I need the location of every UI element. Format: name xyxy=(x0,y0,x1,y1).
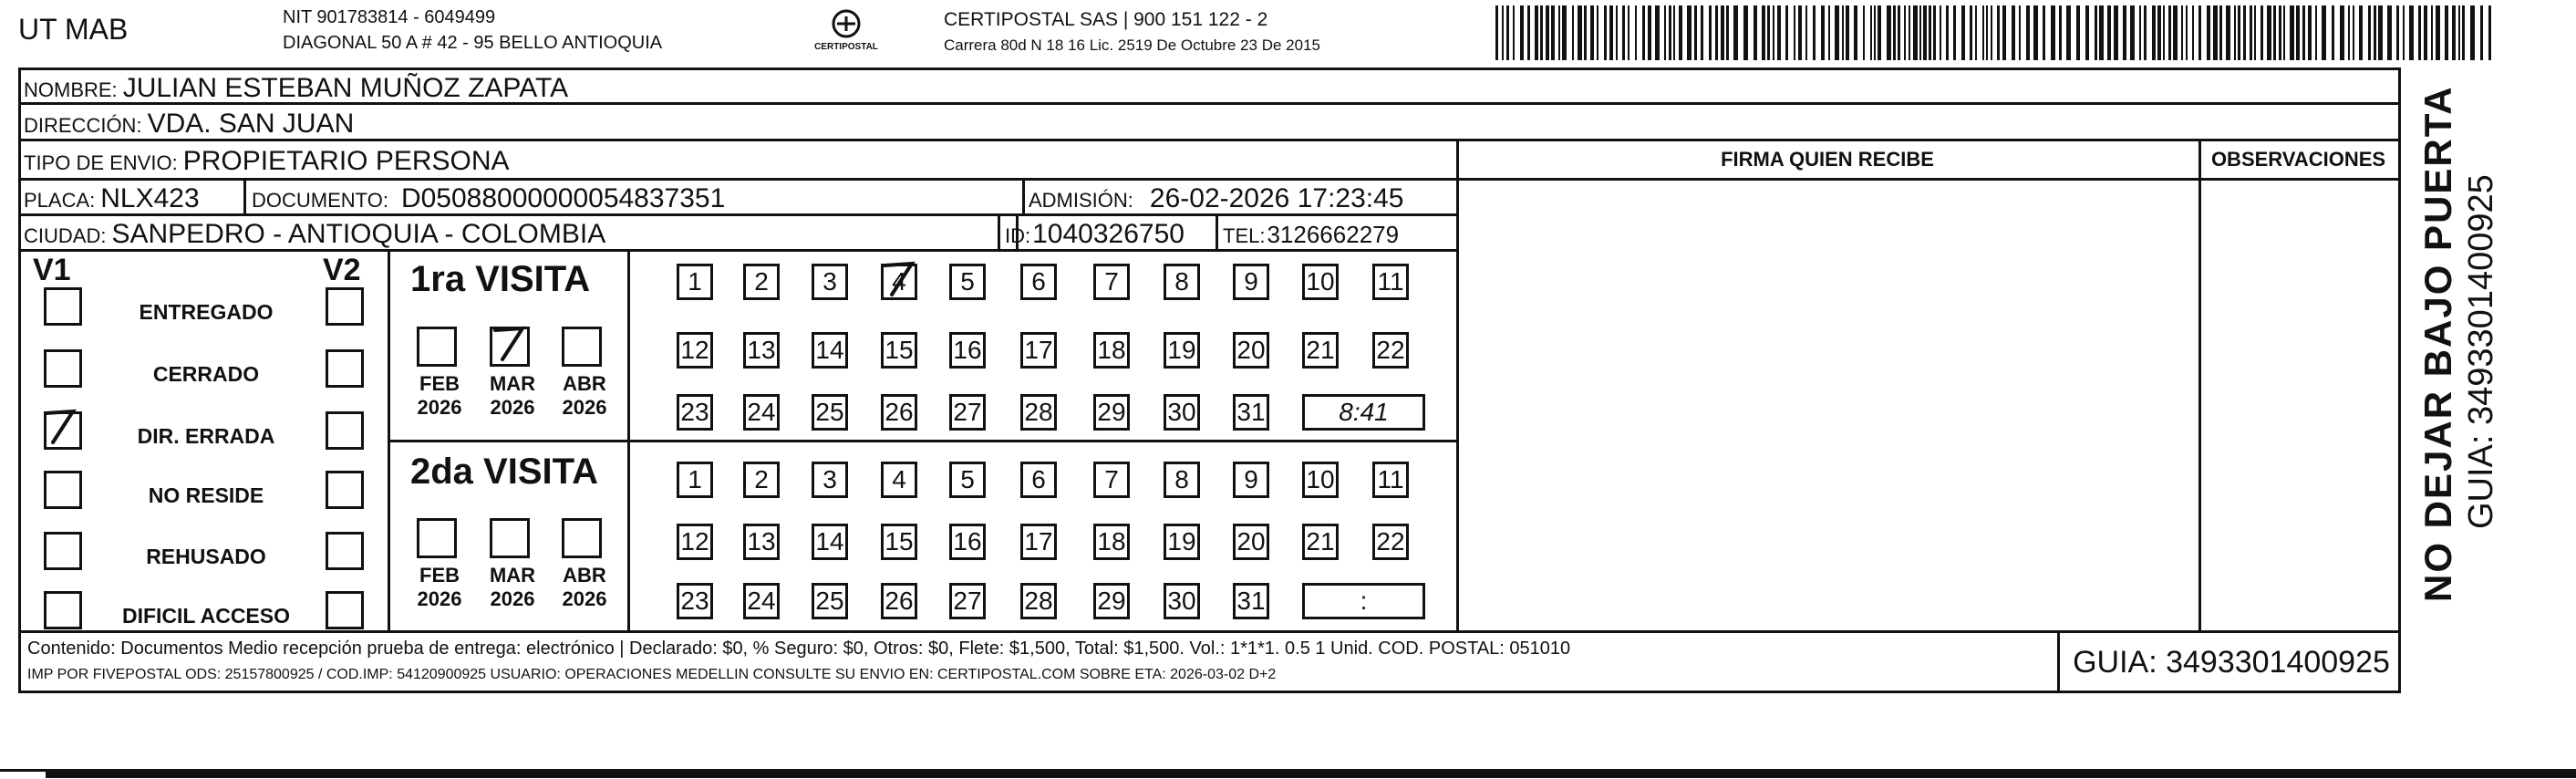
logo-text: CERTIPOSTAL xyxy=(814,42,878,52)
visit2-day-2[interactable]: 2 xyxy=(743,462,780,498)
barcode-bar xyxy=(2152,5,2156,60)
barcode-bar xyxy=(1961,5,1965,60)
signature-header: FIRMA QUIEN RECIBE xyxy=(1721,148,1934,171)
barcode-bar xyxy=(1655,5,1660,60)
barcode-bar xyxy=(1622,5,1625,60)
barcode-bar xyxy=(1773,5,1774,60)
barcode-bar xyxy=(2173,5,2178,60)
barcode-bar xyxy=(2418,5,2421,60)
barcode-bar xyxy=(1854,5,1857,60)
barcode-bar xyxy=(1642,5,1645,60)
visit2-day-14[interactable]: 14 xyxy=(812,524,848,560)
barcode-bar xyxy=(2238,5,2240,60)
status-label-rehusado: REHUSADO xyxy=(146,545,266,568)
barcode-bar xyxy=(1777,5,1781,60)
barcode-bar xyxy=(2396,5,2399,60)
visit1-day-17[interactable]: 17 xyxy=(1020,332,1057,369)
barcode-bar xyxy=(2445,5,2448,60)
v1-checkbox-dificil-acceso[interactable] xyxy=(44,591,82,629)
visit1-year-label-feb: 2026 xyxy=(417,396,462,419)
barcode-bar xyxy=(2308,5,2312,60)
id-label: ID: xyxy=(1005,224,1031,247)
vehicle-plate: NLX423 xyxy=(100,183,200,213)
barcode-bar xyxy=(2213,5,2218,60)
visit2-day-27[interactable]: 27 xyxy=(949,583,986,619)
barcode-bar xyxy=(1687,5,1691,60)
barcode-bar xyxy=(1648,5,1651,60)
barcode-bar xyxy=(2207,5,2210,60)
barcode-bar xyxy=(2409,5,2414,60)
barcode-bar xyxy=(2250,5,2252,60)
visit2-day-25[interactable]: 25 xyxy=(812,583,848,619)
barcode-bar xyxy=(2322,5,2326,60)
visit2-day-30[interactable]: 30 xyxy=(1164,583,1200,619)
barcode-bar xyxy=(2033,5,2038,60)
visit1-day-6[interactable]: 6 xyxy=(1020,264,1057,300)
visit2-day-12[interactable]: 12 xyxy=(677,524,713,560)
visit2-day-17[interactable]: 17 xyxy=(1020,524,1057,560)
visit2-day-15[interactable]: 15 xyxy=(881,524,917,560)
barcode-bar xyxy=(1893,5,1896,60)
barcode-bar xyxy=(1982,5,1984,60)
visit1-day-5[interactable]: 5 xyxy=(949,264,986,300)
barcode-bar xyxy=(1701,5,1703,60)
status-label-cerrado: CERRADO xyxy=(152,362,260,386)
barcode-bar xyxy=(2076,5,2080,60)
visit2-day-9[interactable]: 9 xyxy=(1233,462,1269,498)
barcode-bar xyxy=(1597,5,1598,60)
visit2-day-11[interactable]: 11 xyxy=(1372,462,1409,498)
visit2-month-checkbox-mar[interactable] xyxy=(490,518,530,558)
visit2-month-checkbox-abr[interactable] xyxy=(562,518,602,558)
barcode-bar xyxy=(2026,5,2030,60)
visit1-day-2[interactable]: 2 xyxy=(743,264,780,300)
visit1-day-26[interactable]: 26 xyxy=(881,394,917,431)
barcode-bar xyxy=(1940,5,1941,60)
barcode-bar xyxy=(1558,5,1560,60)
barcode-bar xyxy=(1527,5,1530,60)
visit2-day-31[interactable]: 31 xyxy=(1233,583,1269,619)
barcode-bar xyxy=(1898,5,1900,60)
visit1-month-checkbox-mar[interactable] xyxy=(490,327,530,367)
barcode-bar xyxy=(2139,5,2141,60)
visit1-day-1[interactable]: 1 xyxy=(677,264,713,300)
barcode-bar xyxy=(1604,5,1607,60)
barcode-bar xyxy=(2123,5,2126,60)
visit1-day-31[interactable]: 31 xyxy=(1233,394,1269,431)
barcode-bar xyxy=(1997,5,2000,60)
recipient-name: JULIAN ESTEBAN MUÑOZ ZAPATA xyxy=(122,73,569,103)
barcode-bar xyxy=(2462,5,2465,60)
visit1-day-21[interactable]: 21 xyxy=(1302,332,1339,369)
status-label-entregado: ENTREGADO xyxy=(139,300,274,324)
visit2-day-18[interactable]: 18 xyxy=(1093,524,1130,560)
barcode-bar xyxy=(1919,5,1921,60)
barcode-bar xyxy=(2273,5,2276,60)
visit2-day-24[interactable]: 24 xyxy=(743,583,780,619)
v2-checkbox-cerrado[interactable] xyxy=(326,349,364,388)
barcode-bar xyxy=(1813,5,1816,60)
observations-header: OBSERVACIONES xyxy=(2210,148,2386,171)
visit1-month-label-abr: ABR xyxy=(563,372,606,395)
barcode-bar xyxy=(1502,5,1504,60)
visit2-title: 2da VISITA xyxy=(410,452,598,492)
v2-checkbox-dir-errada[interactable] xyxy=(326,411,364,450)
visit2-day-23[interactable]: 23 xyxy=(677,583,713,619)
barcode-bar xyxy=(2066,5,2071,60)
barcode-bar xyxy=(1923,5,1927,60)
barcode-bar xyxy=(1874,5,1876,60)
visit2-day-6[interactable]: 6 xyxy=(1020,462,1057,498)
v1-checkbox-entregado[interactable] xyxy=(44,287,82,326)
barcode-bar xyxy=(2387,5,2392,60)
visit1-day-10[interactable]: 10 xyxy=(1302,264,1339,300)
barcode-bar xyxy=(2095,5,2097,60)
barcode-bar xyxy=(1904,5,1906,60)
visit1-day-4[interactable]: 4 xyxy=(881,264,917,300)
barcode-bar xyxy=(2019,5,2021,60)
visit1-month-label-feb: FEB xyxy=(419,372,460,395)
v2-checkbox-entregado[interactable] xyxy=(326,287,364,326)
barcode-bar xyxy=(1863,5,1865,60)
barcode-bar xyxy=(2470,5,2475,60)
barcode-bar xyxy=(2267,5,2271,60)
barcode-bar xyxy=(1551,5,1555,60)
barcode-bar xyxy=(2002,5,2006,60)
visit2-day-19[interactable]: 19 xyxy=(1164,524,1200,560)
barcode-bar xyxy=(2296,5,2300,60)
company-name: UT MAB xyxy=(18,13,129,46)
v2-header: V2 xyxy=(323,253,361,287)
barcode-bar xyxy=(1970,5,1972,60)
barcode-bar xyxy=(1726,5,1729,60)
barcode-bar xyxy=(1828,5,1830,60)
barcode-bar xyxy=(2192,5,2194,60)
barcode-bar xyxy=(1953,5,1956,60)
visit1-day-25[interactable]: 25 xyxy=(812,394,848,431)
v1-header: V1 xyxy=(33,253,71,287)
barcode-bar xyxy=(2436,5,2440,60)
barcode-bar xyxy=(2226,5,2230,60)
barcode-bar xyxy=(2488,5,2491,60)
barcode-bar xyxy=(2234,5,2236,60)
barcode-bar xyxy=(1513,5,1515,60)
recipient-city: SANPEDRO - ANTIOQUIA - COLOMBIA xyxy=(111,219,606,249)
recipient-address: VDA. SAN JUAN xyxy=(147,109,355,139)
barcode-bar xyxy=(2186,5,2188,60)
barcode-bar xyxy=(1794,5,1795,60)
visit1-day-28[interactable]: 28 xyxy=(1020,394,1057,431)
barcode-bar xyxy=(2348,5,2350,60)
footer-guia: GUIA: 3493301400925 xyxy=(2073,645,2390,680)
barcode-bar xyxy=(2315,5,2317,60)
document-number: D05088000000054837351 xyxy=(400,183,726,213)
admission-label: ADMISIÓN: xyxy=(1029,189,1133,212)
barcode-bar xyxy=(1635,5,1637,60)
visit2-day-1[interactable]: 1 xyxy=(677,462,713,498)
visit2-year-label-feb: 2026 xyxy=(417,587,462,610)
visit2-day-16[interactable]: 16 xyxy=(949,524,986,560)
certipostal-logo xyxy=(810,7,883,58)
recipient-tel: 3126662279 xyxy=(1267,221,1400,248)
visit1-month-checkbox-feb[interactable] xyxy=(417,327,457,367)
barcode-bar xyxy=(1991,5,1992,60)
barcode-bar xyxy=(1913,5,1918,60)
visit2-time-field[interactable]: : xyxy=(1302,583,1425,619)
barcode-bar xyxy=(1946,5,1949,60)
visit2-day-29[interactable]: 29 xyxy=(1093,583,1130,619)
visit1-month-checkbox-abr[interactable] xyxy=(562,327,602,367)
visit2-day-22[interactable]: 22 xyxy=(1372,524,1409,560)
barcode-bar xyxy=(2283,5,2285,60)
courier-license: Carrera 80d N 18 16 Lic. 2519 De Octubre 23 De 2015 xyxy=(944,36,1320,54)
document-label: DOCUMENTO: xyxy=(252,189,388,212)
barcode-bar xyxy=(1754,5,1757,60)
print-info: IMP POR FIVEPOSTAL ODS: 25157800925 / COD.IMP: 54120900925 USUARIO: OPERACIONES MEDELLIN CONSULTE SU ENVIO EN: CERTIPOSTAL.COM SOBRE ETA: 2026-03-02 D+2 xyxy=(27,667,1277,682)
v2-checkbox-no-reside[interactable] xyxy=(326,471,364,509)
visit2-day-20[interactable]: 20 xyxy=(1233,524,1269,560)
barcode-bar xyxy=(1673,5,1675,60)
barcode-bar xyxy=(1694,5,1697,60)
barcode-bar xyxy=(1540,5,1543,60)
visit1-day-30[interactable]: 30 xyxy=(1164,394,1200,431)
city-label: CIUDAD: xyxy=(24,224,107,247)
barcode-bar xyxy=(2198,5,2201,60)
barcode-bar xyxy=(1743,5,1748,60)
visit1-day-23[interactable]: 23 xyxy=(677,394,713,431)
tel-label: TEL: xyxy=(1223,224,1266,247)
barcode-bar xyxy=(2353,5,2354,60)
v1-checkbox-rehusado[interactable] xyxy=(44,532,82,570)
barcode-bar xyxy=(1495,5,1498,60)
barcode-bar xyxy=(2458,5,2460,60)
v2-checkbox-rehusado[interactable] xyxy=(326,532,364,570)
company-nit: NIT 901783814 - 6049499 xyxy=(283,7,496,27)
visit1-day-24[interactable]: 24 xyxy=(743,394,780,431)
barcode-bar xyxy=(2374,5,2376,60)
v1-checkbox-cerrado[interactable] xyxy=(44,349,82,388)
company-address: DIAGONAL 50 A # 42 - 95 BELLO ANTIOQUIA xyxy=(283,33,663,53)
barcode-bar xyxy=(1572,5,1574,60)
visit2-month-label-abr: ABR xyxy=(563,564,606,587)
side-warning: NO DEJAR BAJO PUERTA xyxy=(2416,85,2459,602)
visit2-year-label-mar: 2026 xyxy=(490,587,535,610)
content-details: Contenido: Documentos Medio recepción prueba de entrega: electrónico | Declarado: $0, % Seguro: $0, Otros: $0, Flete: $1,500, Total: $1,500. Vol.: 1*1*1. 0.5 1 Unid. COD. POSTAL: 051010 xyxy=(27,639,1571,659)
visit2-month-label-mar: MAR xyxy=(489,564,536,587)
barcode-bar xyxy=(2181,5,2183,60)
status-label-dir-errada: DIR. ERRADA xyxy=(137,424,275,448)
visit2-month-checkbox-feb[interactable] xyxy=(417,518,457,558)
visit1-day-8[interactable]: 8 xyxy=(1164,264,1200,300)
barcode-bar xyxy=(1506,5,1509,60)
visit1-title: 1ra VISITA xyxy=(410,259,591,299)
visit2-day-7[interactable]: 7 xyxy=(1093,462,1130,498)
address-label: DIRECCIÓN: xyxy=(24,114,142,137)
barcode-bar xyxy=(2012,5,2015,60)
visit1-day-12[interactable]: 12 xyxy=(677,332,713,369)
visit2-day-10[interactable]: 10 xyxy=(1302,462,1339,498)
barcode-bar xyxy=(2368,5,2371,60)
status-label-dificil-acceso: DIFICIL ACCESO xyxy=(121,604,290,628)
visit1-day-11[interactable]: 11 xyxy=(1372,264,1409,300)
barcode-bar xyxy=(2290,5,2294,60)
barcode-bar xyxy=(1878,5,1881,60)
barcode-bar xyxy=(1887,5,1891,60)
barcode-bar xyxy=(1846,5,1849,60)
barcode-bar xyxy=(1975,5,1977,60)
barcode-bar xyxy=(2085,5,2089,60)
barcode-bar xyxy=(2424,5,2427,60)
visit1-day-13[interactable]: 13 xyxy=(743,332,780,369)
barcode-bar xyxy=(1733,5,1738,60)
barcode-bar xyxy=(1520,5,1524,60)
barcode-bar xyxy=(2260,5,2263,60)
barcode-bar xyxy=(2099,5,2104,60)
visit1-day-9[interactable]: 9 xyxy=(1233,264,1269,300)
courier-name: CERTIPOSTAL SAS | 900 151 122 - 2 xyxy=(944,9,1268,30)
visit1-day-7[interactable]: 7 xyxy=(1093,264,1130,300)
barcode-bar xyxy=(1664,5,1666,60)
v2-checkbox-dificil-acceso[interactable] xyxy=(326,591,364,629)
name-label: NOMBRE: xyxy=(24,78,118,101)
barcode-bar xyxy=(1590,5,1594,60)
barcode-bar xyxy=(1929,5,1931,60)
visit1-day-22[interactable]: 22 xyxy=(1372,332,1409,369)
barcode-bar xyxy=(2059,5,2062,60)
barcode-bar xyxy=(1721,5,1724,60)
visit2-day-13[interactable]: 13 xyxy=(743,524,780,560)
barcode-bar xyxy=(2114,5,2118,60)
barcode-bar xyxy=(2480,5,2483,60)
recipient-id: 1040326750 xyxy=(1032,219,1185,249)
barcode-bar xyxy=(2157,5,2161,60)
v1-checkbox-dir-errada[interactable] xyxy=(44,411,82,450)
barcode-bar xyxy=(2163,5,2165,60)
barcode-bar xyxy=(1842,5,1844,60)
barcode-bar xyxy=(1805,5,1807,60)
barcode-bar xyxy=(2130,5,2135,60)
visit2-day-28[interactable]: 28 xyxy=(1020,583,1057,619)
barcode-bar xyxy=(2279,5,2281,60)
visit1-day-14[interactable]: 14 xyxy=(812,332,848,369)
barcode-bar xyxy=(1709,5,1712,60)
admission-datetime: 26-02-2026 17:23:45 xyxy=(1149,183,1404,213)
barcode-bar xyxy=(2403,5,2405,60)
visit2-day-3[interactable]: 3 xyxy=(812,462,848,498)
barcode xyxy=(1495,5,2494,60)
barcode-bar xyxy=(1909,5,1910,60)
visit1-day-27[interactable]: 27 xyxy=(949,394,986,431)
barcode-bar xyxy=(1762,5,1765,60)
visit1-time-field[interactable]: 8:41 xyxy=(1302,394,1425,431)
visit1-day-3[interactable]: 3 xyxy=(812,264,848,300)
barcode-bar xyxy=(1609,5,1613,60)
barcode-bar xyxy=(2168,5,2171,60)
v1-checkbox-no-reside[interactable] xyxy=(44,471,82,509)
visit2-day-8[interactable]: 8 xyxy=(1164,462,1200,498)
barcode-bar xyxy=(2340,5,2344,60)
barcode-bar xyxy=(1535,5,1538,60)
barcode-bar xyxy=(1986,5,1988,60)
visit1-day-16[interactable]: 16 xyxy=(949,332,986,369)
barcode-bar xyxy=(1546,5,1549,60)
visit1-day-15[interactable]: 15 xyxy=(881,332,917,369)
shipment-type: PROPIETARIO PERSONA xyxy=(182,146,510,176)
barcode-bar xyxy=(2243,5,2246,60)
barcode-bar xyxy=(2378,5,2383,60)
visit2-year-label-abr: 2026 xyxy=(562,587,607,610)
barcode-bar xyxy=(1616,5,1618,60)
barcode-bar xyxy=(2359,5,2363,60)
barcode-bar xyxy=(1669,5,1671,60)
visit1-month-label-mar: MAR xyxy=(489,372,536,395)
visit1-day-20[interactable]: 20 xyxy=(1233,332,1269,369)
status-label-no-reside: NO RESIDE xyxy=(148,483,264,507)
barcode-bar xyxy=(1821,5,1825,60)
barcode-bar xyxy=(1767,5,1770,60)
visit2-day-5[interactable]: 5 xyxy=(949,462,986,498)
shipment-type-label: TIPO DE ENVIO: xyxy=(24,151,178,174)
barcode-bar xyxy=(1715,5,1718,60)
barcode-bar xyxy=(2051,5,2055,60)
visit1-day-29[interactable]: 29 xyxy=(1093,394,1130,431)
barcode-bar xyxy=(1835,5,1839,60)
barcode-bar xyxy=(1562,5,1567,60)
barcode-bar xyxy=(2043,5,2045,60)
visit2-day-4[interactable]: 4 xyxy=(881,462,917,498)
barcode-bar xyxy=(1798,5,1802,60)
barcode-bar xyxy=(2254,5,2256,60)
barcode-bar xyxy=(2452,5,2456,60)
barcode-bar xyxy=(2302,5,2305,60)
visit1-day-19[interactable]: 19 xyxy=(1164,332,1200,369)
barcode-bar xyxy=(2332,5,2334,60)
barcode-bar xyxy=(1870,5,1872,60)
visit2-month-label-feb: FEB xyxy=(419,564,460,587)
visit2-day-26[interactable]: 26 xyxy=(881,583,917,619)
visit1-year-label-mar: 2026 xyxy=(490,396,535,419)
plate-label: PLACA: xyxy=(24,189,96,212)
side-guia: GUIA: 3493301400925 xyxy=(2462,174,2500,529)
barcode-bar xyxy=(2431,5,2433,60)
barcode-bar xyxy=(1933,5,1936,60)
visit1-year-label-abr: 2026 xyxy=(562,396,607,419)
visit2-day-21[interactable]: 21 xyxy=(1302,524,1339,560)
barcode-bar xyxy=(1578,5,1582,60)
barcode-bar xyxy=(1628,5,1629,60)
barcode-bar xyxy=(1584,5,1587,60)
barcode-bar xyxy=(2144,5,2147,60)
barcode-bar xyxy=(1785,5,1788,60)
visit1-day-18[interactable]: 18 xyxy=(1093,332,1130,369)
barcode-bar xyxy=(2107,5,2111,60)
barcode-bar xyxy=(1679,5,1682,60)
barcode-bar xyxy=(2219,5,2222,60)
